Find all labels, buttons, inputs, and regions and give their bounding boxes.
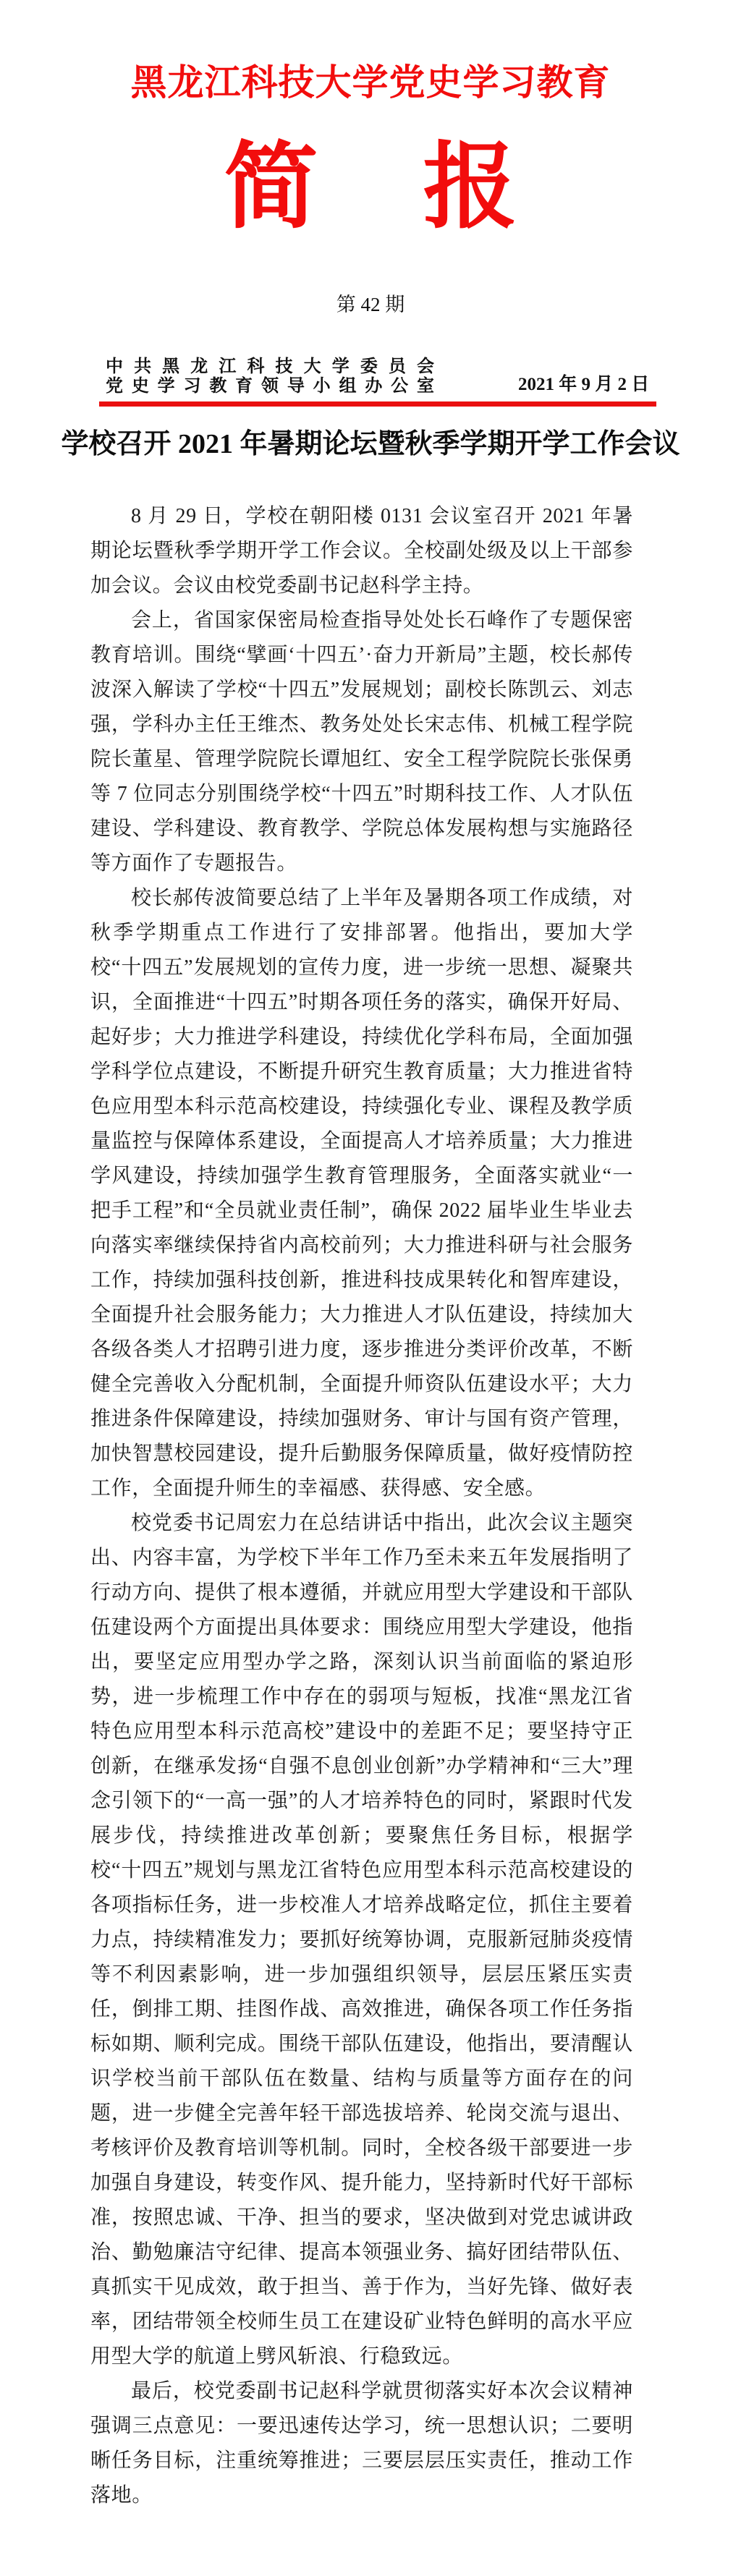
- publisher-line-1: 中共黑龙江科技大学委员会: [106, 357, 434, 376]
- article-title: 学校召开 2021 年暑期论坛暨秋季学期开学工作会议: [61, 429, 680, 459]
- bulletin-title-char-2: 报: [423, 134, 517, 239]
- bulletin-title-char-1: 简: [224, 134, 318, 239]
- article-paragraph: 校党委书记周宏力在总结讲话中指出，此次会议主题突出、内容丰富，为学校下半年工作乃至未来五年发展指明了行动方向、提供了根本遵循，并就应用型大学建设和干部队伍建设两个方面提出具体要求：围绕应用型大学建设，他指出，要坚定应用型办学之路，深刻认识当前面临的紧迫形势，进一步梳理工作中存在的弱项与短板，找准“黑龙江省特色应用型本科示范高校”建设中的差距不足；要坚持守正创新，在继承发扬“自强不息创业创新”办学精神和“三大”理念引领下的“一高一强”的人才培养特色的同时，紧跟时代发展步伐，持续推进改革创新；要聚焦任务目标，根据学校“十四五”规划与黑龙江省特色应用型本科示范高校建设的各项指标任务，进一步校准人才培养战略定位，抓住主要着力点，持续精准发力；要抓好统筹协调，克服新冠肺炎疫情等不利因素影响，进一步加强组织领导，层层压紧压实责任，倒排工期、挂图作战、高效推进，确保各项工作任务指标如期、顺利完成。围绕干部队伍建设，他指出，要清醒认识学校当前干部队伍在数量、结构与质量等方面存在的问题，进一步健全完善年轻干部选拔培养、轮岗交流与退出、考核评价及教育培训等机制。同时，全校各级干部要进一步加强自身建设，转变作风、提升能力，坚持新时代好干部标准，按照忠诚、干净、担当的要求，坚决做到对党忠诚讲政治、勤勉廉洁守纪律、提高本领强业务、搞好团结带队伍、真抓实干见成效，敢于担当、善于作为，当好先锋、做好表率，团结带领全校师生员工在建设矿业特色鲜明的高水平应用型大学的航道上劈风斩浪、行稳致远。: [90, 1512, 633, 2368]
- publisher-block: [106, 357, 434, 396]
- issue-date: 2021 年 9 月 2 日: [518, 375, 650, 394]
- article-paragraph: 8 月 29 日，学校在朝阳楼 0131 会议室召开 2021 年暑期论坛暨秋季学期开学工作会议。全校副处级及以上干部参加会议。会议由校党委副书记赵科学主持。: [90, 505, 633, 597]
- article-body: [90, 499, 633, 2513]
- publisher-line-2: 党史学习教育领导小组办公室: [106, 375, 434, 396]
- masthead-divider-rule: [99, 401, 656, 407]
- masthead-bulletin-title: [0, 134, 741, 239]
- article-paragraph: 最后，校党委副书记赵科学就贯彻落实好本次会议精神强调三点意见：一要迅速传达学习，统一思想认识；二要明晰任务目标，注重统筹推进；三要层层压实责任，推动工作落地。: [90, 2380, 633, 2507]
- article-paragraph: 会上，省国家保密局检查指导处处长石峰作了专题保密教育培训。围绕“擘画‘十四五’·奋力开新局”主题，校长郝传波深入解读了学校“十四五”发展规划；副校长陈凯云、刘志强，学科办主任王维杰、教务处处长宋志伟、机械工程学院院长董星、管理学院院长谭旭红、安全工程学院院长张保勇等 7 位同志分别围绕学校“十四五”时期科技工作、人才队伍建设、学科建设、教育教学、学院总体发展构想与实施路径等方面作了专题报告。: [90, 609, 633, 875]
- issue-number: 第 42 期: [336, 294, 405, 315]
- article-paragraph: 校长郝传波简要总结了上半年及暑期各项工作成绩，对秋季学期重点工作进行了安排部署。他指出，要加大学校“十四五”发展规划的宣传力度，进一步统一思想、凝聚共识，全面推进“十四五”时期各项任务的落实，确保开好局、起好步；大力推进学科建设，持续优化学科布局，全面加强学科学位点建设，不断提升研究生教育质量；大力推进省特色应用型本科示范高校建设，持续强化专业、课程及教学质量监控与保障体系建设，全面提高人才培养质量；大力推进学风建设，持续加强学生教育管理服务，全面落实就业“一把手工程”和“全员就业责任制”，确保 2022 届毕业生毕业去向落实率继续保持省内高校前列；大力推进科研与社会服务工作，持续加强科技创新，推进科技成果转化和智库建设，全面提升社会服务能力；大力推进人才队伍建设，持续加大各级各类人才招聘引进力度，逐步推进分类评价改革，不断健全完善收入分配机制，全面提升师资队伍建设水平；大力推进条件保障建设，持续加强财务、审计与国有资产管理，加快智慧校园建设，提升后勤服务保障质量，做好疫情防控工作，全面提升师生的幸福感、获得感、安全感。: [90, 887, 633, 1500]
- masthead-org-title: 黑龙江科技大学党史学习教育: [130, 62, 611, 103]
